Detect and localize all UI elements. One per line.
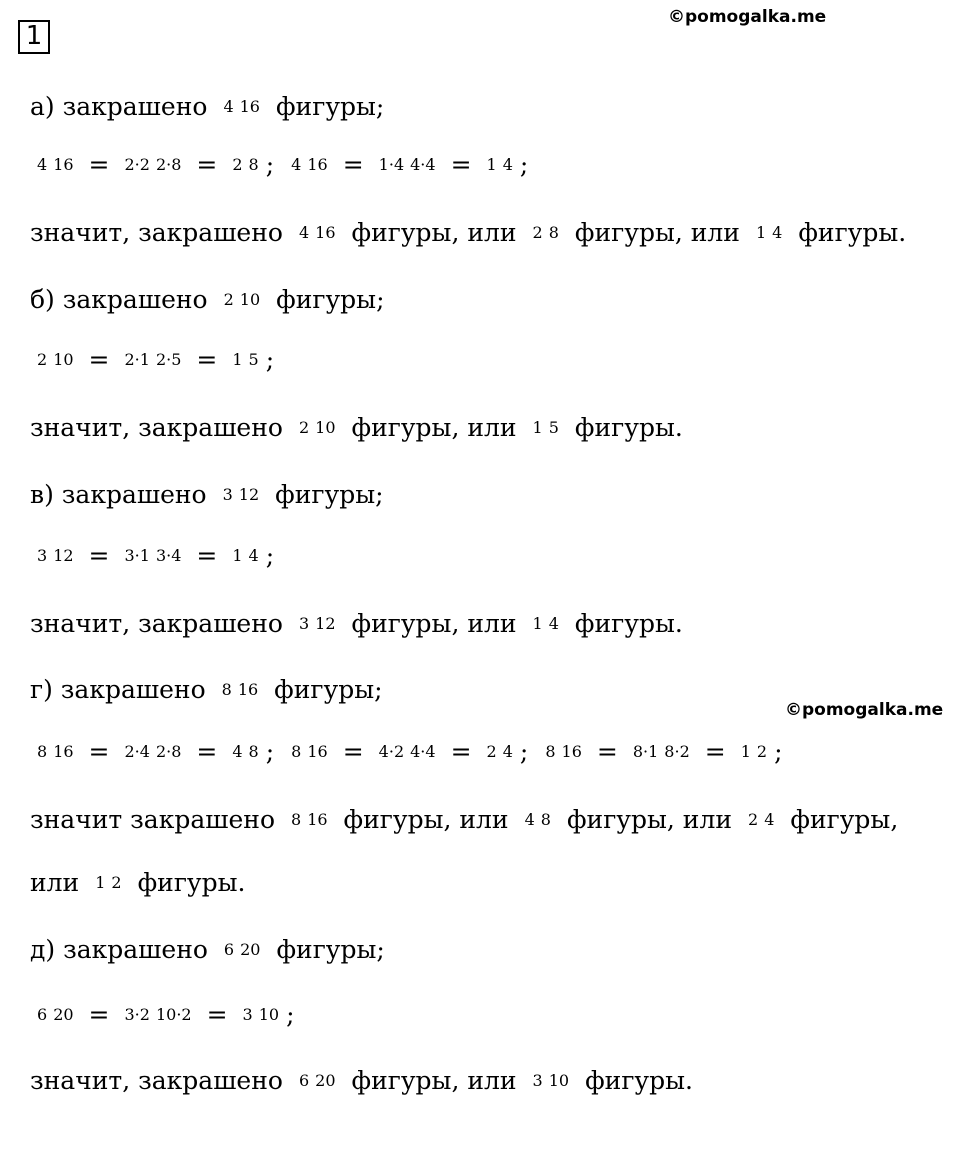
fraction-numerator: 4	[291, 155, 302, 174]
semicolon: ;	[774, 737, 783, 766]
fraction-numerator: 6	[298, 1071, 310, 1090]
fraction-numerator: 2·4	[124, 742, 150, 761]
fraction-numerator: 2	[37, 350, 48, 369]
text-segment: в) закрашено	[30, 480, 207, 509]
solution-line	[30, 609, 692, 638]
fraction	[229, 350, 261, 369]
fraction-denominator: 2	[111, 873, 122, 892]
fraction-numerator: 2	[748, 810, 759, 829]
fraction-denominator: 8	[248, 155, 259, 174]
equals-sign: =	[196, 150, 218, 179]
task-number-badge: 1	[18, 20, 50, 54]
fraction	[530, 614, 562, 633]
text-segment: б) закрашено	[30, 285, 208, 314]
fraction-numerator: 2	[532, 223, 543, 242]
semicolon: ;	[265, 541, 275, 570]
fraction-denominator: 4	[502, 742, 513, 761]
fraction	[753, 223, 785, 242]
fraction-denominator: 10	[258, 1005, 280, 1024]
fraction-numerator: 3	[242, 1005, 253, 1024]
fraction-numerator: 2	[486, 742, 497, 761]
text-segment: фигуры;	[275, 480, 384, 509]
text-segment: или	[30, 868, 80, 897]
fraction	[92, 873, 124, 892]
fraction	[122, 546, 185, 565]
fraction-numerator: 4·2	[378, 742, 405, 761]
fraction-numerator: 8	[291, 810, 302, 829]
fraction-denominator: 2·8	[155, 742, 182, 761]
watermark: ©pomogalka.me	[668, 7, 827, 27]
fraction	[288, 742, 331, 761]
text-segment: фигуры, или	[351, 1066, 517, 1095]
fraction-denominator: 16	[561, 742, 582, 761]
fraction	[122, 742, 185, 761]
semicolon: ;	[265, 737, 275, 766]
text-segment: фигуры.	[574, 609, 683, 638]
equals-sign: =	[88, 737, 110, 766]
fraction	[219, 680, 262, 699]
fraction-denominator: 8	[540, 810, 551, 829]
fraction-denominator: 16	[237, 680, 259, 699]
text-segment: фигуры, или	[351, 609, 517, 638]
fraction	[530, 1071, 573, 1090]
fraction	[738, 742, 770, 761]
fraction	[229, 155, 261, 174]
fraction-denominator: 4	[764, 810, 775, 829]
fraction-denominator: 16	[53, 155, 74, 174]
fraction-denominator: 8	[548, 223, 559, 242]
fraction-numerator: 1	[95, 873, 106, 892]
fraction-numerator: 8	[545, 742, 556, 761]
fraction	[34, 742, 77, 761]
fraction	[630, 742, 693, 761]
text-segment: фигуры.	[137, 868, 246, 897]
fraction	[288, 810, 331, 829]
fraction-numerator: 2	[298, 418, 310, 437]
fraction-numerator: 2	[223, 290, 234, 309]
fraction-denominator: 4	[772, 223, 783, 242]
fraction-numerator: 3·2	[124, 1005, 150, 1024]
equals-sign: =	[704, 737, 726, 766]
fraction	[296, 418, 339, 437]
fraction-numerator: 1	[532, 614, 543, 633]
text-segment: фигуры, или	[351, 413, 517, 442]
fraction	[34, 350, 77, 369]
fraction-denominator: 12	[315, 614, 336, 633]
fraction-numerator: 3	[298, 614, 310, 633]
fraction-numerator: 1	[532, 418, 543, 437]
fraction-denominator: 4	[548, 614, 559, 633]
fraction-denominator: 2·5	[155, 350, 182, 369]
fraction	[240, 1005, 283, 1024]
fraction-numerator: 4	[298, 223, 310, 242]
equals-sign: =	[206, 1000, 228, 1029]
fraction-numerator: 3·1	[124, 546, 150, 565]
fraction	[122, 350, 185, 369]
semicolon: ;	[519, 737, 529, 766]
equals-sign: =	[88, 1000, 110, 1029]
fraction-numerator: 1	[755, 223, 767, 242]
fraction-denominator: 5	[248, 350, 259, 369]
solution-line	[30, 413, 692, 442]
fraction	[288, 155, 331, 174]
fraction	[122, 155, 185, 174]
fraction	[530, 223, 562, 242]
fraction	[220, 485, 263, 504]
fraction-numerator: 4	[524, 810, 535, 829]
fraction-denominator: 4·4	[410, 155, 436, 174]
fraction-numerator: 3	[37, 546, 48, 565]
fraction	[484, 155, 516, 174]
text-segment: значит, закрашено	[30, 413, 283, 442]
text-segment: фигуры;	[276, 285, 385, 314]
text-segment: значит, закрашено	[30, 1066, 283, 1095]
fraction-denominator: 16	[53, 742, 74, 761]
fraction-denominator: 16	[315, 223, 336, 242]
equals-sign: =	[88, 150, 110, 179]
fraction	[221, 290, 264, 309]
solution-line	[30, 935, 394, 964]
fraction-numerator: 6	[37, 1005, 48, 1024]
fraction	[221, 940, 264, 959]
fraction-numerator: 4	[223, 97, 234, 116]
semicolon: ;	[519, 150, 529, 179]
semicolon: ;	[265, 345, 275, 374]
text-segment: фигуры.	[798, 218, 907, 247]
fraction-numerator: 1	[740, 742, 751, 761]
equals-sign: =	[196, 345, 218, 374]
equals-sign: =	[450, 150, 472, 179]
text-segment: фигуры, или	[574, 218, 740, 247]
fraction	[34, 155, 77, 174]
fraction-denominator: 10·2	[155, 1005, 192, 1024]
equals-sign: =	[596, 737, 618, 766]
watermark: ©pomogalka.me	[785, 700, 944, 720]
text-segment: а) закрашено	[30, 92, 208, 121]
solution-line	[30, 92, 393, 121]
solution-line	[30, 1000, 305, 1029]
fraction-denominator: 12	[238, 485, 260, 504]
fraction	[122, 1005, 195, 1024]
fraction-denominator: 16	[307, 155, 328, 174]
text-segment: д) закрашено	[30, 935, 208, 964]
fraction-numerator: 8	[221, 680, 232, 699]
fraction-denominator: 20	[315, 1071, 336, 1090]
fraction	[376, 155, 439, 174]
fraction-denominator: 12	[53, 546, 74, 565]
fraction-numerator: 1	[486, 155, 497, 174]
fraction-denominator: 8·2	[664, 742, 690, 761]
equals-sign: =	[88, 345, 110, 374]
fraction-numerator: 8	[37, 742, 48, 761]
text-segment: фигуры,	[790, 805, 899, 834]
fraction-denominator: 20	[240, 940, 261, 959]
fraction-denominator: 4	[502, 155, 513, 174]
semicolon: ;	[286, 1000, 295, 1029]
fraction-denominator: 2	[756, 742, 768, 761]
solution-line	[30, 285, 394, 314]
text-segment: фигуры, или	[351, 218, 517, 247]
fraction-denominator: 10	[239, 290, 261, 309]
text-segment: фигуры.	[574, 413, 683, 442]
fraction	[34, 546, 77, 565]
fraction	[522, 810, 554, 829]
solution-line	[30, 541, 284, 570]
fraction-denominator: 10	[53, 350, 74, 369]
fraction	[530, 418, 562, 437]
solution-line	[30, 737, 793, 766]
text-segment: значит, закрашено	[30, 218, 283, 247]
text-segment: г) закрашено	[30, 675, 206, 704]
solution-line	[30, 805, 907, 834]
solution-line	[30, 480, 393, 509]
equals-sign: =	[196, 541, 218, 570]
solution-line	[30, 675, 392, 704]
fraction-numerator: 2·1	[124, 350, 150, 369]
fraction-numerator: 3	[532, 1071, 543, 1090]
fraction-numerator: 8·1	[632, 742, 659, 761]
semicolon: ;	[265, 150, 275, 179]
fraction-denominator: 2·8	[155, 155, 182, 174]
fraction	[296, 614, 339, 633]
fraction-denominator: 4·4	[410, 742, 436, 761]
fraction-denominator: 16	[307, 742, 328, 761]
solution-line	[30, 150, 538, 179]
fraction-numerator: 6	[223, 940, 235, 959]
fraction-denominator: 8	[248, 742, 259, 761]
text-segment: фигуры;	[276, 935, 385, 964]
fraction	[542, 742, 585, 761]
fraction-numerator: 3	[222, 485, 233, 504]
fraction-denominator: 10	[315, 418, 336, 437]
fraction	[484, 742, 516, 761]
solution-line	[30, 868, 254, 897]
fraction-denominator: 5	[548, 418, 559, 437]
equals-sign: =	[450, 737, 472, 766]
text-segment: фигуры, или	[343, 805, 509, 834]
text-segment: фигуры;	[274, 675, 383, 704]
fraction	[296, 223, 339, 242]
fraction-numerator: 4	[37, 155, 48, 174]
equals-sign: =	[196, 737, 218, 766]
equals-sign: =	[88, 541, 110, 570]
fraction	[229, 546, 261, 565]
text-segment: фигуры, или	[566, 805, 733, 834]
fraction-denominator: 20	[53, 1005, 74, 1024]
equals-sign: =	[342, 737, 364, 766]
solution-line	[30, 345, 284, 374]
fraction-denominator: 16	[307, 810, 328, 829]
fraction-denominator: 10	[548, 1071, 570, 1090]
fraction	[376, 742, 439, 761]
solution-line	[30, 1066, 702, 1095]
fraction-numerator: 8	[291, 742, 302, 761]
text-segment: фигуры;	[275, 92, 385, 121]
fraction-numerator: 1	[232, 350, 243, 369]
solution-line	[30, 218, 915, 247]
fraction-denominator: 16	[239, 97, 260, 116]
fraction-numerator: 1	[232, 546, 243, 565]
fraction	[34, 1005, 77, 1024]
fraction-numerator: 1·4	[378, 155, 405, 174]
fraction-denominator: 3·4	[155, 546, 182, 565]
fraction	[745, 810, 777, 829]
equals-sign: =	[342, 150, 364, 179]
fraction	[296, 1071, 339, 1090]
text-segment: фигуры.	[585, 1066, 693, 1095]
text-segment: значит закрашено	[30, 805, 275, 834]
fraction	[229, 742, 261, 761]
fraction-numerator: 2	[232, 155, 243, 174]
fraction-denominator: 4	[248, 546, 259, 565]
fraction	[220, 97, 263, 116]
fraction-numerator: 4	[232, 742, 243, 761]
text-segment: значит, закрашено	[30, 609, 283, 638]
fraction-numerator: 2·2	[124, 155, 150, 174]
